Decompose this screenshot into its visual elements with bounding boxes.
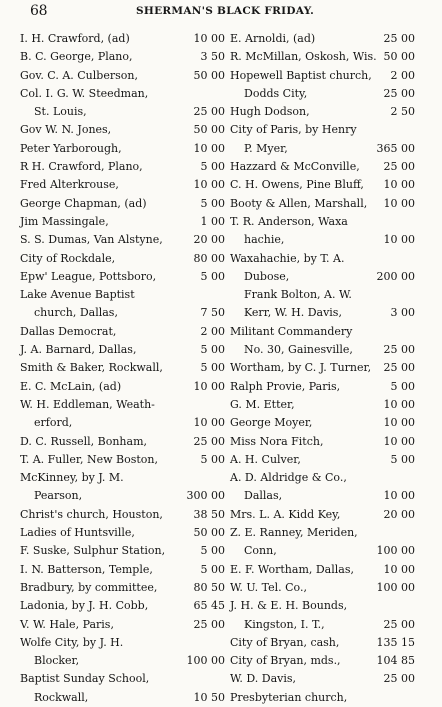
contribution-amount: 365 00 [376, 141, 415, 155]
contributor-name: Lake Avenue Baptist [20, 288, 135, 302]
contribution-entry [20, 268, 225, 286]
contribution-entry [230, 616, 440, 634]
contribution-entry [20, 451, 225, 469]
contributor-name: S. S. Dumas, Van Alstyne, [20, 233, 163, 247]
contributor-name: hachie, [244, 233, 285, 247]
contributor-name: church, Dallas, [34, 306, 118, 320]
contribution-amount: 300 00 [186, 489, 225, 503]
contribution-entry [230, 30, 440, 48]
page-header [0, 2, 442, 22]
contribution-amount: 25 00 [383, 361, 415, 375]
contributor-name: Pearson, [34, 489, 83, 503]
contribution-entry [230, 487, 440, 505]
contribution-amount: 25 00 [193, 617, 225, 631]
contribution-entry [20, 250, 225, 268]
contribution-entry [20, 469, 225, 487]
contribution-amount: 10 00 [383, 397, 415, 411]
contributor-name: A. H. Culver, [230, 452, 301, 466]
contribution-amount: 135 15 [376, 635, 415, 649]
contribution-entry [230, 469, 440, 487]
contribution-entry [230, 359, 440, 377]
contributor-name: Baptist Sunday School, [20, 672, 150, 686]
contribution-entry [20, 634, 225, 652]
contribution-entry [20, 414, 225, 432]
contribution-amount: 100 00 [376, 544, 415, 558]
contribution-entry [230, 103, 440, 121]
contributor-name: E. Arnoldi, (ad) [230, 32, 316, 45]
contribution-entry [20, 506, 225, 524]
contribution-amount: 5 00 [200, 160, 225, 174]
contributor-name: City of Bryan, mds., [230, 654, 341, 668]
contribution-entry [230, 268, 440, 286]
contribution-amount: 10 00 [383, 196, 415, 210]
contribution-amount: 10 00 [193, 32, 225, 45]
contribution-entry [230, 378, 440, 396]
contribution-amount: 5 00 [200, 196, 225, 210]
contribution-entry [230, 634, 440, 652]
contribution-entry [230, 213, 440, 231]
contribution-amount: 2 00 [200, 324, 225, 338]
contribution-amount: 25 00 [193, 105, 225, 119]
contribution-amount: 50 00 [193, 123, 225, 137]
contribution-amount: 5 00 [390, 379, 415, 393]
contributor-name: B. C. George, Plano, [20, 50, 133, 64]
contribution-amount: 10 00 [193, 379, 225, 393]
contribution-entry [230, 231, 440, 249]
page-number: 68 [30, 3, 48, 19]
contributor-name: Gov. C. A. Culberson, [20, 68, 138, 82]
contribution-amount: 50 00 [193, 68, 225, 82]
contribution-entry [230, 414, 440, 432]
contributor-name: W. H. Eddleman, Weath- [20, 397, 155, 411]
contributor-name: J. H. & E. H. Bounds, [230, 599, 348, 613]
contributor-name: V. W. Hale, Paris, [20, 617, 114, 631]
contribution-entry [20, 30, 225, 48]
contribution-amount: 2 50 [390, 105, 415, 119]
contributor-name: Dallas, [244, 489, 283, 503]
contributor-name: Rockwall, [34, 690, 89, 704]
contribution-amount: 100 00 [376, 580, 415, 594]
contribution-entry [20, 195, 225, 213]
contribution-entry [20, 670, 225, 688]
contributor-name: Hugh Dodson, [230, 105, 310, 119]
contribution-entry [230, 670, 440, 688]
contributor-name: Epw' League, Pottsboro, [20, 269, 157, 283]
contribution-amount: 7 50 [200, 306, 225, 320]
contributor-name: Militant Commandery [230, 324, 353, 338]
contribution-entry [230, 48, 440, 66]
contribution-amount: 10 50 [193, 690, 225, 704]
contribution-amount: 5 00 [200, 544, 225, 558]
contribution-entry [20, 85, 225, 103]
contribution-entry [20, 121, 225, 139]
contribution-entry [20, 341, 225, 359]
contribution-amount: 200 00 [376, 269, 415, 283]
contributor-name: Frank Bolton, A. W. [244, 288, 352, 302]
contributor-name: Conn, [244, 544, 277, 558]
contribution-entry [20, 213, 225, 231]
contributor-name: Ladies of Huntsville, [20, 526, 135, 540]
contribution-entry [230, 121, 440, 139]
contributor-name: Kingston, I. T., [244, 617, 325, 631]
contributor-name: G. M. Etter, [230, 397, 295, 411]
contribution-entry [230, 286, 440, 304]
contributor-name: I. H. Crawford, (ad) [20, 32, 130, 45]
contribution-entry [20, 378, 225, 396]
contributor-name: George Chapman, (ad) [20, 196, 147, 210]
contributor-name: No. 30, Gainesville, [244, 343, 353, 357]
contribution-amount: 3 50 [200, 50, 225, 64]
contribution-entry [20, 48, 225, 66]
contribution-entry [20, 176, 225, 194]
contributor-name: Dubose, [244, 269, 290, 283]
contributor-name: Waxahachie, by T. A. [230, 251, 345, 265]
contributor-name: Christ's church, Houston, [20, 507, 163, 521]
contribution-amount: 25 00 [383, 86, 415, 100]
contribution-amount: 10 00 [383, 178, 415, 192]
contribution-entry [20, 652, 225, 670]
page-title: SHERMAN'S BLACK FRIDAY. [136, 5, 315, 17]
contributor-name: Ralph Provie, Paris, [230, 379, 341, 393]
contribution-entry [230, 689, 440, 707]
contributor-name: J. A. Barnard, Dallas, [20, 343, 137, 357]
contribution-entry [20, 597, 225, 615]
contributor-name: erford, [34, 416, 73, 430]
contributor-name: Fred Alterkrouse, [20, 178, 119, 192]
contribution-entry [230, 195, 440, 213]
contribution-entry [20, 359, 225, 377]
contribution-amount: 25 00 [383, 617, 415, 631]
contributor-name: City of Bryan, cash, [230, 635, 340, 649]
contributor-name: R H. Crawford, Plano, [20, 160, 143, 174]
contributor-name: Smith & Baker, Rockwall, [20, 361, 163, 375]
contribution-entry [230, 85, 440, 103]
contribution-amount: 5 00 [390, 452, 415, 466]
contributor-name: I. N. Batterson, Temple, [20, 562, 153, 576]
contributor-name: St. Louis, [34, 105, 87, 119]
contribution-amount: 5 00 [200, 269, 225, 283]
contribution-amount: 50 00 [193, 526, 225, 540]
contribution-amount: 10 00 [193, 178, 225, 192]
contribution-entry [20, 140, 225, 158]
contribution-entry [20, 616, 225, 634]
contribution-amount: 20 00 [193, 233, 225, 247]
contribution-entry [230, 323, 440, 341]
contributor-name: George Moyer, [230, 416, 313, 430]
contributor-name: W. D. Davis, [230, 672, 297, 686]
contribution-entry [230, 524, 440, 542]
contributor-name: Ladonia, by J. H. Cobb, [20, 599, 149, 613]
contribution-amount: 5 00 [200, 452, 225, 466]
contribution-amount: 25 00 [383, 32, 415, 45]
contribution-amount: 20 00 [383, 507, 415, 521]
contributor-name: Hopewell Baptist church, [230, 68, 372, 82]
contribution-entry [230, 597, 440, 615]
contributor-name: E. F. Wortham, Dallas, [230, 562, 354, 576]
contribution-amount: 1 00 [200, 214, 225, 228]
contribution-entry [230, 304, 440, 322]
contributor-name: A. D. Aldridge & Co., [230, 471, 347, 485]
contribution-amount: 25 00 [383, 160, 415, 174]
contribution-entry [230, 542, 440, 560]
contribution-amount: 5 00 [200, 562, 225, 576]
contributor-name: City of Rockdale, [20, 251, 116, 265]
contribution-amount: 25 00 [193, 434, 225, 448]
contribution-entry [20, 524, 225, 542]
contribution-entry [230, 652, 440, 670]
contribution-entry [230, 396, 440, 414]
contribution-entry [230, 433, 440, 451]
contributor-name: Blocker, [34, 654, 80, 668]
contribution-amount: 25 00 [383, 672, 415, 686]
contributor-name: Booty & Allen, Marshall, [230, 196, 368, 210]
contributor-name: Gov W. N. Jones, [20, 123, 112, 137]
contribution-entry [230, 176, 440, 194]
contribution-entry [230, 561, 440, 579]
contribution-entry [230, 140, 440, 158]
contribution-amount: 25 00 [383, 343, 415, 357]
contributor-name: Dodds City, [244, 86, 308, 100]
contribution-entry [20, 487, 225, 505]
contribution-entry [230, 451, 440, 469]
contribution-amount: 65 45 [193, 599, 225, 613]
contribution-entry [20, 433, 225, 451]
contribution-amount: 80 00 [193, 251, 225, 265]
contribution-amount: 10 00 [383, 434, 415, 448]
contributor-name: Bradbury, by committee, [20, 580, 158, 594]
contribution-amount: 2 00 [390, 68, 415, 82]
contribution-entry [20, 323, 225, 341]
contributor-name: Col. I. G. W. Steedman, [20, 86, 149, 100]
contribution-entry [20, 158, 225, 176]
contribution-entry [230, 67, 440, 85]
contributor-name: McKinney, by J. M. [20, 471, 124, 485]
contribution-entry [20, 396, 225, 414]
contribution-entry [20, 103, 225, 121]
contribution-entry [230, 250, 440, 268]
contributor-name: Kerr, W. H. Davis, [244, 306, 342, 320]
contributor-name: C. H. Owens, Pine Bluff, [230, 178, 364, 192]
contribution-entry [230, 506, 440, 524]
contribution-amount: 104 85 [376, 654, 415, 668]
contributor-name: Jim Massingale, [20, 214, 109, 228]
contribution-amount: 80 50 [193, 580, 225, 594]
contributor-name: Peter Yarborough, [20, 141, 122, 155]
contribution-amount: 10 00 [383, 233, 415, 247]
contribution-entry [20, 561, 225, 579]
contributor-name: Dallas Democrat, [20, 324, 117, 338]
contribution-amount: 10 00 [193, 416, 225, 430]
contribution-amount: 100 00 [186, 654, 225, 668]
contribution-entry [20, 689, 225, 707]
contributor-name: Wortham, by C. J. Turner, [230, 361, 372, 375]
contributor-name: F. Suske, Sulphur Station, [20, 544, 166, 558]
contributor-name: P. Myer, [244, 141, 288, 155]
contribution-entry [230, 158, 440, 176]
contributor-name: T. A. Fuller, New Boston, [20, 452, 158, 466]
contribution-amount: 10 00 [193, 141, 225, 155]
contribution-entry [20, 67, 225, 85]
contributor-name: Wolfe City, by J. H. [20, 635, 124, 649]
contribution-amount: 50 00 [383, 50, 415, 64]
contributor-name: Miss Nora Fitch, [230, 434, 324, 448]
contribution-entry [20, 542, 225, 560]
contributor-name: D. C. Russell, Bonham, [20, 434, 147, 448]
contribution-amount: 10 00 [383, 489, 415, 503]
right-column [230, 30, 440, 707]
contribution-entry [230, 341, 440, 359]
contributor-name: W. U. Tel. Co., [230, 580, 307, 594]
contribution-amount: 10 00 [383, 416, 415, 430]
left-column [20, 30, 225, 707]
contributor-name: E. C. McLain, (ad) [20, 379, 122, 393]
contributor-name: City of Paris, by Henry [230, 123, 357, 137]
contribution-entry [20, 286, 225, 304]
contributor-name: R. McMillan, Oskosh, Wis. [230, 50, 377, 64]
contributor-name: Z. E. Ranney, Meriden, [230, 526, 358, 540]
contribution-entry [230, 579, 440, 597]
contribution-amount: 38 50 [193, 507, 225, 521]
contributor-name: Mrs. L. A. Kidd Key, [230, 507, 341, 521]
contributor-name: T. R. Anderson, Waxa [230, 214, 348, 228]
contribution-amount: 3 00 [390, 306, 415, 320]
contribution-amount: 5 00 [200, 361, 225, 375]
contribution-entry [20, 579, 225, 597]
contribution-amount: 5 00 [200, 343, 225, 357]
contribution-amount: 10 00 [383, 562, 415, 576]
contributor-name: Hazzard & McConville, [230, 160, 360, 174]
contribution-entry [20, 304, 225, 322]
contribution-entry [20, 231, 225, 249]
contributor-name: Presbyterian church, [230, 690, 348, 704]
